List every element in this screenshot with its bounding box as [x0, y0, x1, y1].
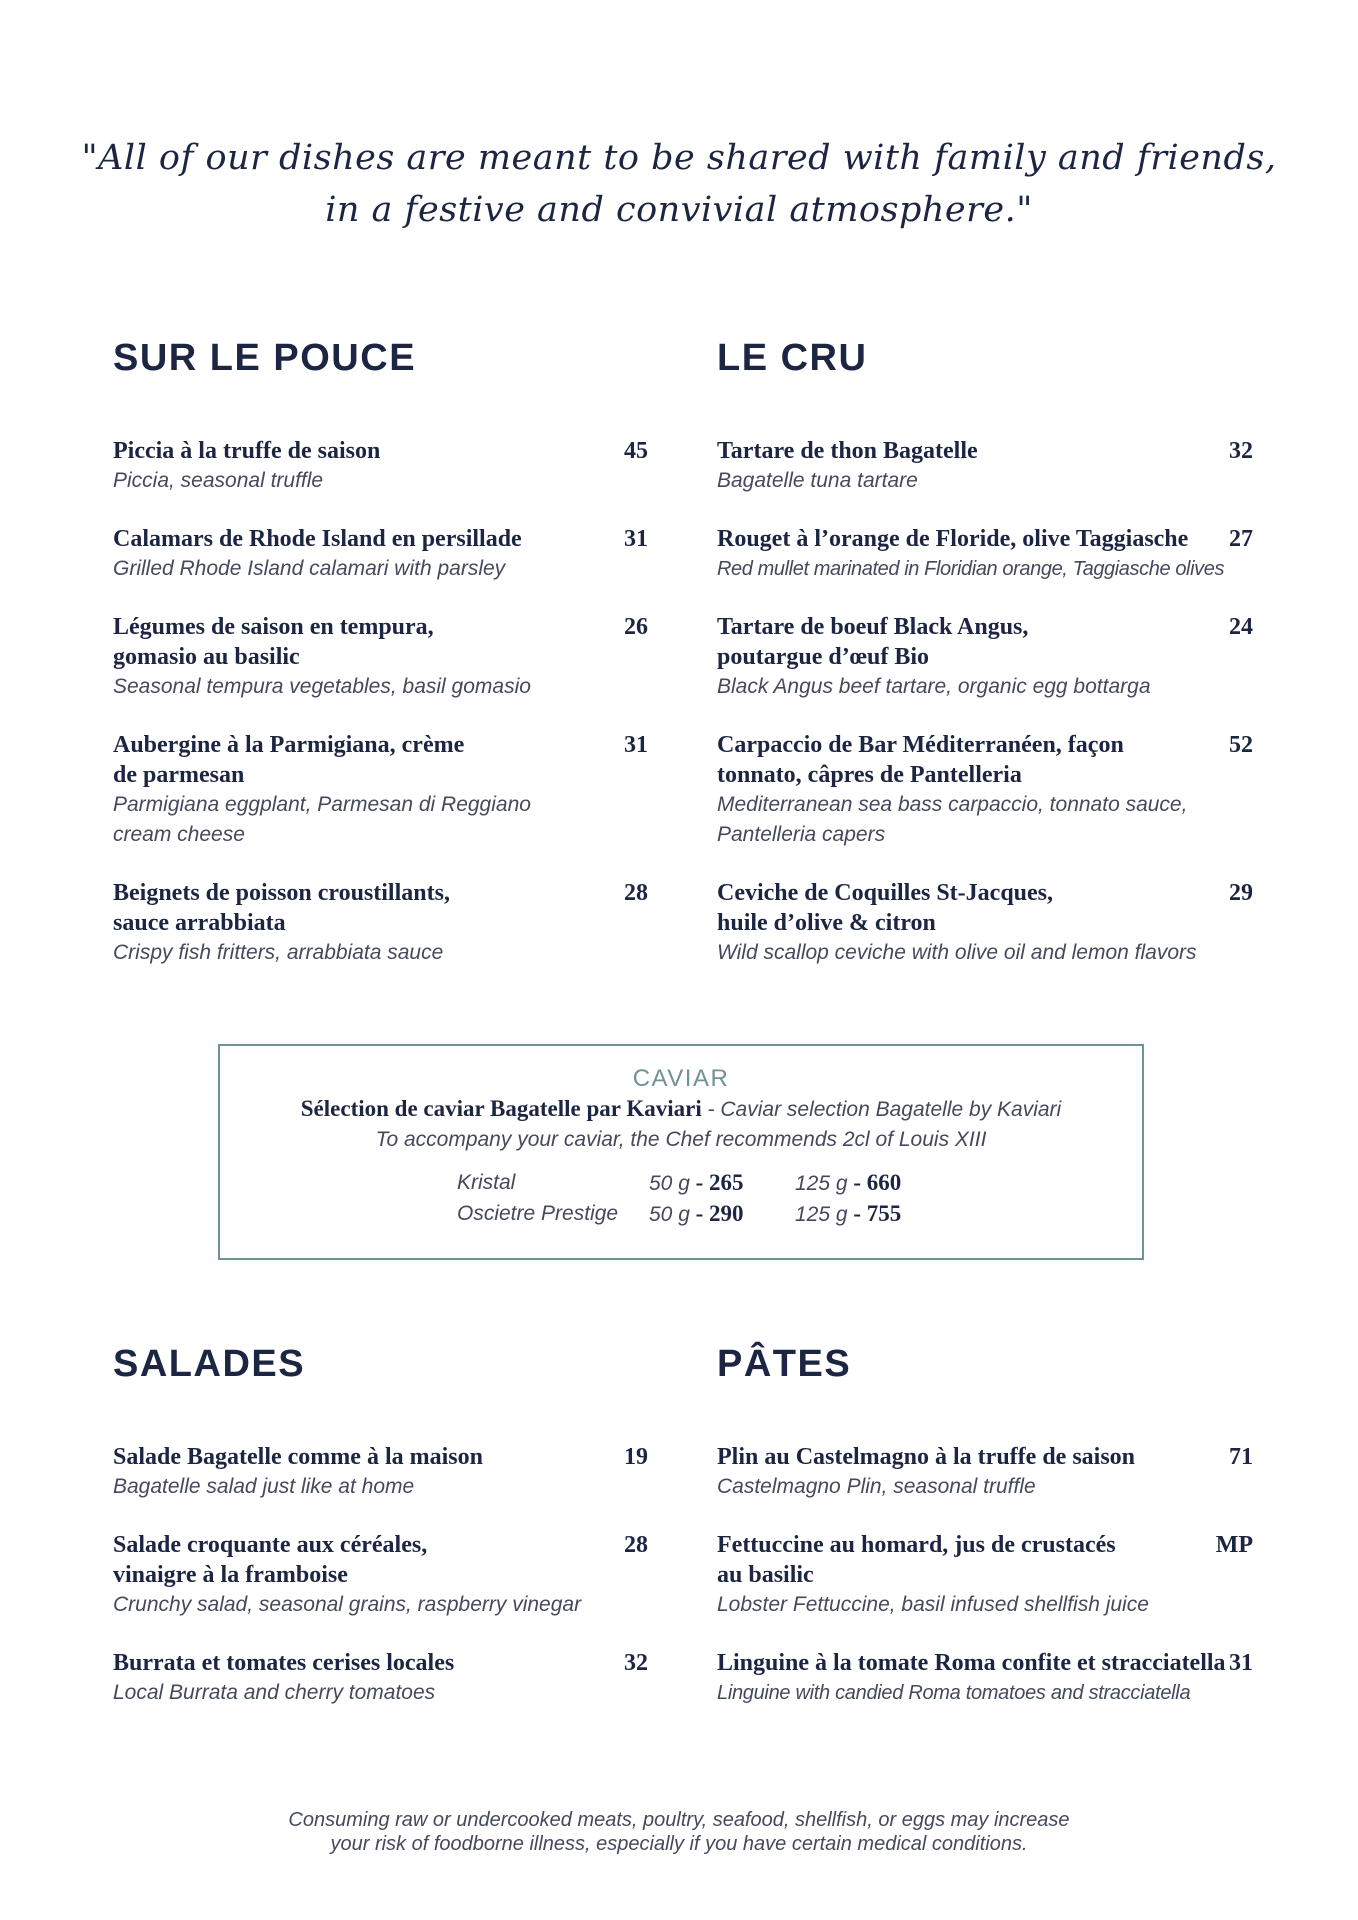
- footer-line-2: your risk of foodborne illness, especially if you have certain medical conditions.: [330, 1833, 1028, 1855]
- item-description: Crunchy salad, seasonal grains, raspberry vinegar: [113, 1593, 582, 1616]
- item-name: Calamars de Rhode Island en persillade: [113, 526, 522, 552]
- menu-item: [717, 612, 1253, 702]
- caviar-title: CAVIAR: [632, 1065, 730, 1092]
- menu-item: [717, 1530, 1253, 1620]
- menu-item: [717, 1442, 1253, 1502]
- caviar-price: - 265: [689, 1169, 744, 1195]
- item-name: Beignets de poisson croustillants, sauce arrabbiata: [113, 880, 450, 936]
- caviar-recommendation: To accompany your caviar, the Chef recommends 2cl of Louis XIII: [375, 1128, 987, 1151]
- item-price: 29: [1229, 880, 1253, 906]
- caviar-selection-name: Sélection de caviar Bagatelle par Kaviari: [300, 1096, 702, 1121]
- caviar-price: - 755: [847, 1200, 902, 1226]
- menu-item: [113, 1648, 648, 1708]
- item-price: 32: [624, 1650, 648, 1676]
- caviar-selection: [220, 1094, 1142, 1125]
- item-price: 28: [624, 880, 648, 906]
- item-description: Mediterranean sea bass carpaccio, tonnato sauce, Pantelleria capers: [717, 793, 1188, 846]
- item-description: Linguine with candied Roma tomatoes and stracciatella: [717, 1682, 1191, 1704]
- item-description: Local Burrata and cherry tomatoes: [113, 1681, 436, 1704]
- menu-item: [113, 730, 648, 850]
- item-name: Fettuccine au homard, jus de crustacés au basilic: [717, 1532, 1116, 1588]
- item-description: Parmigiana eggplant, Parmesan di Reggiano cream cheese: [113, 793, 531, 846]
- item-price: 27: [1229, 526, 1253, 552]
- item-name: Linguine à la tomate Roma confite et stracciatella: [717, 1650, 1226, 1676]
- item-price: MP: [1215, 1532, 1253, 1558]
- item-description: Bagatelle salad just like at home: [113, 1475, 415, 1498]
- caviar-weight: 50 g: [649, 1202, 690, 1226]
- item-price: 31: [624, 526, 648, 552]
- menu-item: [717, 524, 1253, 584]
- item-name: Plin au Castelmagno à la truffe de saison: [717, 1444, 1136, 1470]
- item-price: 45: [624, 438, 648, 464]
- item-name: Burrata et tomates cerises locales: [113, 1650, 455, 1676]
- item-name: Tartare de boeuf Black Angus, poutargue d’œuf Bio: [717, 614, 1029, 670]
- item-price: 28: [624, 1532, 648, 1558]
- caviar-price: - 660: [847, 1169, 902, 1195]
- caviar-row: [457, 1167, 905, 1198]
- quote: [0, 132, 1358, 236]
- item-price: 71: [1229, 1444, 1253, 1470]
- section-title: SUR LE POUCE: [113, 337, 417, 379]
- menu-item: [113, 612, 648, 702]
- menu-item: [113, 878, 648, 968]
- item-name: Aubergine à la Parmigiana, crème de parmesan: [113, 732, 465, 788]
- item-description: Wild scallop ceviche with olive oil and lemon flavors: [717, 941, 1197, 964]
- item-price: 19: [624, 1444, 648, 1470]
- item-name: Carpaccio de Bar Méditerranéen, façon tonnato, câpres de Pantelleria: [717, 732, 1124, 788]
- item-name: Rouget à l’orange de Floride, olive Taggiasche: [717, 526, 1189, 552]
- item-price: 52: [1229, 732, 1253, 758]
- section-pates: [717, 1342, 1253, 1736]
- item-description: Grilled Rhode Island calamari with parsley: [113, 557, 506, 580]
- footer-disclaimer: [0, 1808, 1358, 1856]
- menu-item: [113, 524, 648, 584]
- item-description: Lobster Fettuccine, basil infused shellfish juice: [717, 1593, 1149, 1616]
- item-description: Red mullet marinated in Floridian orange, Taggiasche olives: [717, 558, 1225, 580]
- menu-item: [113, 436, 648, 496]
- item-description: Bagatelle tuna tartare: [717, 469, 918, 492]
- section-salades: [113, 1342, 648, 1736]
- menu-item: [113, 1442, 648, 1502]
- menu-item: [717, 436, 1253, 496]
- menu-item: [717, 730, 1253, 850]
- item-name: Piccia à la truffe de saison: [113, 438, 381, 464]
- section-title: SALADES: [113, 1343, 306, 1385]
- item-name: Salade Bagatelle comme à la maison: [113, 1444, 483, 1470]
- section-le-cru: [717, 336, 1253, 996]
- caviar-name: Kristal: [457, 1170, 516, 1194]
- caviar-row: [457, 1198, 905, 1229]
- item-price: 31: [1229, 1650, 1253, 1676]
- quote-line-2: in a festive and convivial atmosphere.": [325, 190, 1033, 230]
- menu-item: [717, 878, 1253, 968]
- caviar-selection-desc: - Caviar selection Bagatelle by Kaviari: [701, 1098, 1062, 1121]
- item-name: Légumes de saison en tempura, gomasio au basilic: [113, 614, 434, 670]
- caviar-name: Oscietre Prestige: [457, 1201, 619, 1225]
- caviar-box: [218, 1044, 1144, 1260]
- item-price: 26: [624, 614, 648, 640]
- section-title: LE CRU: [717, 337, 868, 379]
- section-title: PÂTES: [717, 1343, 852, 1385]
- item-description: Seasonal tempura vegetables, basil gomasio: [113, 675, 531, 698]
- item-name: Tartare de thon Bagatelle: [717, 438, 978, 464]
- item-description: Crispy fish fritters, arrabbiata sauce: [113, 941, 444, 964]
- quote-line-1: "All of our dishes are meant to be shared with family and friends,: [81, 138, 1277, 178]
- caviar-weight: 125 g: [795, 1171, 848, 1195]
- menu-item: [717, 1648, 1253, 1708]
- item-description: Piccia, seasonal truffle: [113, 469, 324, 492]
- caviar-price: - 290: [689, 1200, 744, 1226]
- menu-item: [113, 1530, 648, 1620]
- footer-line-1: Consuming raw or undercooked meats, poultry, seafood, shellfish, or eggs may increase: [288, 1809, 1070, 1831]
- item-name: Ceviche de Coquilles St-Jacques, huile d’olive & citron: [717, 880, 1053, 936]
- item-price: 24: [1229, 614, 1253, 640]
- caviar-weight: 50 g: [649, 1171, 690, 1195]
- item-name: Salade croquante aux céréales, vinaigre à la framboise: [113, 1532, 428, 1588]
- caviar-weight: 125 g: [795, 1202, 848, 1226]
- item-description: Castelmagno Plin, seasonal truffle: [717, 1475, 1036, 1498]
- item-price: 32: [1229, 438, 1253, 464]
- item-price: 31: [624, 732, 648, 758]
- caviar-price-table: [457, 1167, 905, 1229]
- section-sur-le-pouce: [113, 336, 648, 996]
- item-description: Black Angus beef tartare, organic egg bottarga: [717, 675, 1151, 698]
